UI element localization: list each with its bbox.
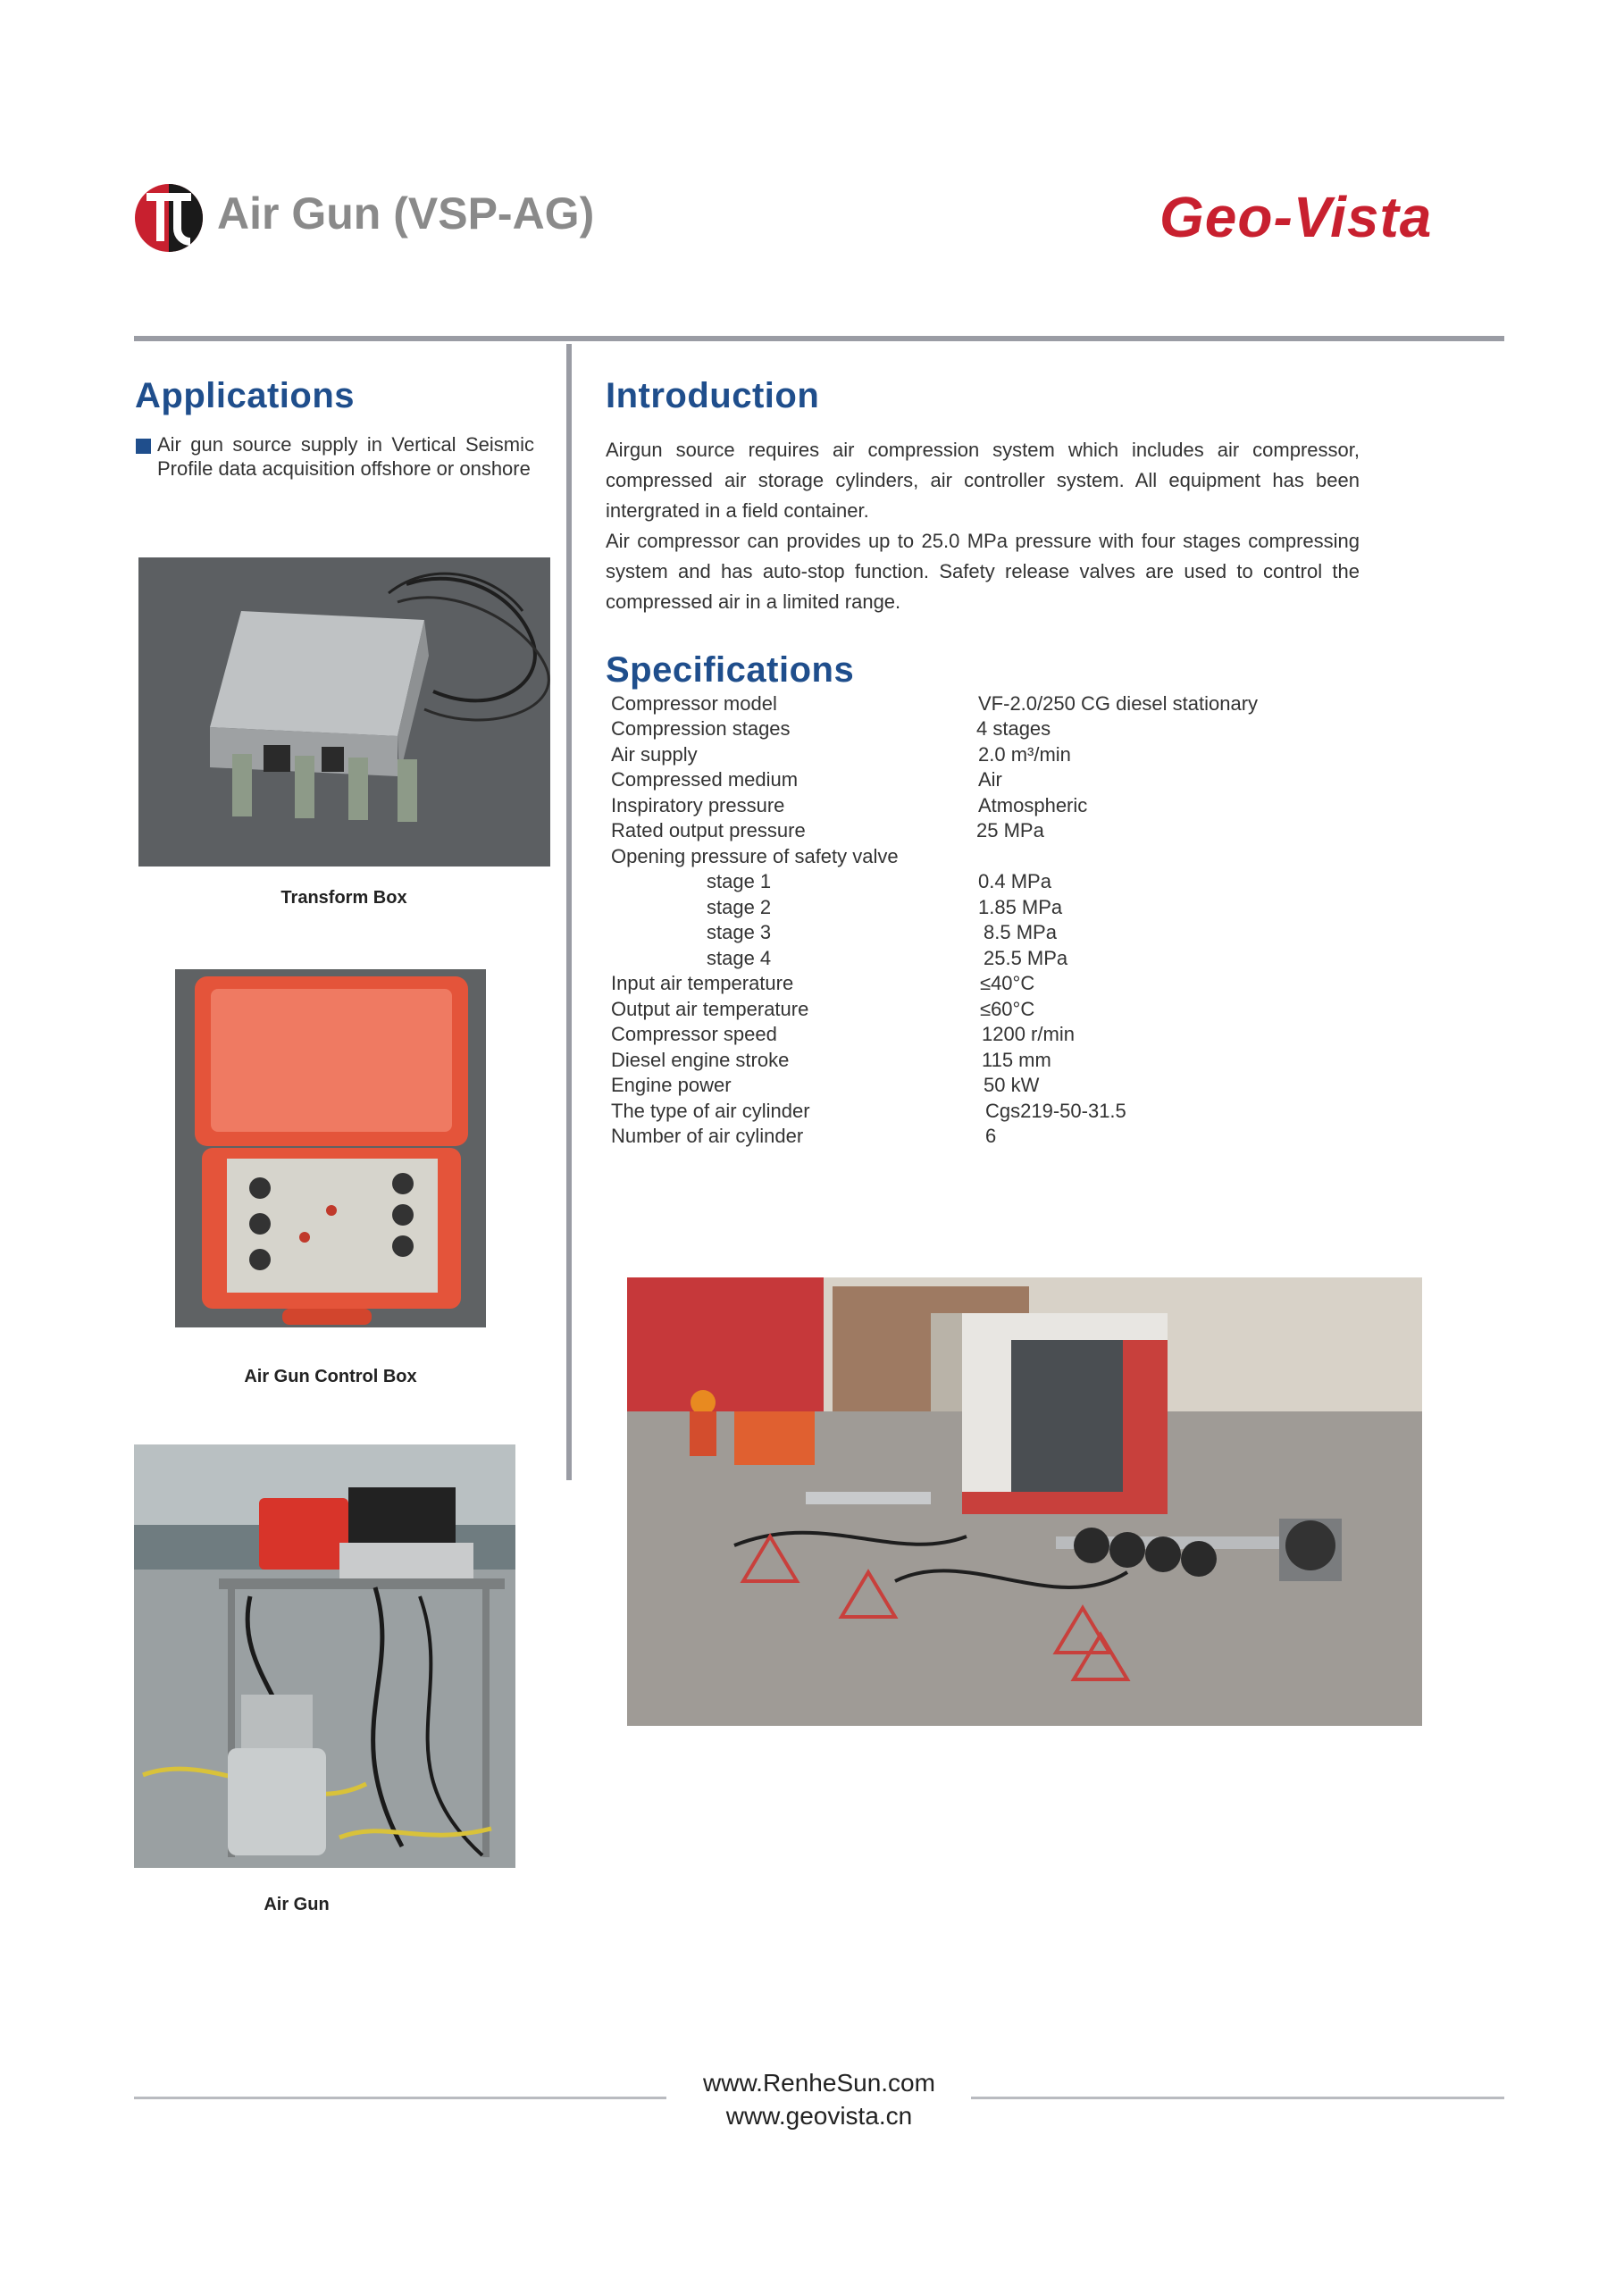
spec-label: stage 3 xyxy=(707,921,772,943)
introduction-paragraph: Air compressor can provides up to 25.0 MPa pressure with four stages compressing system and has auto-stop function. Safety release valves are used to control the compressed air in a limited range. xyxy=(606,530,1360,613)
spec-value: Cgs219-50-31.5 xyxy=(985,1100,1126,1122)
spec-label: Engine power xyxy=(611,1074,732,1096)
square-bullet-icon xyxy=(136,439,151,454)
brand-logo: Geo-Vista xyxy=(1159,185,1433,249)
introduction-text xyxy=(606,435,1360,617)
spec-value: 6 xyxy=(985,1125,997,1147)
spec-label: Air supply xyxy=(611,743,698,766)
footer-divider xyxy=(134,2097,666,2099)
spec-label: Compressed medium xyxy=(611,768,799,791)
spec-label: Rated output pressure xyxy=(611,819,806,841)
column-divider xyxy=(566,344,572,1480)
spec-label: Input air temperature xyxy=(611,972,794,994)
footer-website-link[interactable]: www.geovista.cn xyxy=(725,2102,913,2130)
spec-label: Opening pressure of safety valve xyxy=(611,845,899,867)
spec-value: ≤60°C xyxy=(980,998,1035,1020)
footer-divider xyxy=(971,2097,1504,2099)
control-box-photo xyxy=(175,969,486,1327)
spec-value: Atmospheric xyxy=(978,794,1088,816)
spec-value: 8.5 MPa xyxy=(984,921,1057,943)
spec-value: 4 stages xyxy=(976,717,1051,740)
spec-label: The type of air cylinder xyxy=(611,1100,810,1122)
spec-value: ≤40°C xyxy=(980,972,1035,994)
spec-value: 0.4 MPa xyxy=(978,870,1051,892)
spec-label: Inspiratory pressure xyxy=(611,794,785,816)
page-title: Air Gun (VSP-AG) xyxy=(217,188,595,239)
control-box-caption: Air Gun Control Box xyxy=(244,1367,417,1386)
container-photo xyxy=(627,1277,1422,1726)
spec-label: Compressor model xyxy=(611,692,777,715)
spec-label: stage 4 xyxy=(707,947,772,969)
spec-value: 25 MPa xyxy=(976,819,1044,841)
company-logo-icon xyxy=(134,179,204,254)
spec-label: Output air temperature xyxy=(611,998,809,1020)
applications-heading: Applications xyxy=(135,376,356,415)
footer-website-link[interactable]: www.RenheSun.com xyxy=(703,2069,935,2097)
spec-value: 50 kW xyxy=(984,1074,1040,1096)
spec-value: VF-2.0/250 CG diesel stationary xyxy=(978,692,1259,715)
spec-label: Compression stages xyxy=(611,717,791,740)
header-divider xyxy=(134,336,1504,341)
spec-value: 2.0 m³/min xyxy=(978,743,1071,766)
applications-item: Air gun source supply in Vertical Seismic Profile data acquisition offshore or onshore xyxy=(157,433,534,480)
spec-value: 1200 r/min xyxy=(982,1023,1075,1045)
air-gun-photo xyxy=(134,1444,515,1868)
spec-value: 115 mm xyxy=(982,1049,1051,1071)
spec-label: stage 1 xyxy=(707,870,772,892)
transform-box-caption: Transform Box xyxy=(280,888,407,908)
specifications-heading: Specifications xyxy=(606,650,855,690)
introduction-paragraph: Airgun source requires air compression system which includes air compressor, compressed air storage cylinders, air controller system. All equipment has been intergrated in a field container. xyxy=(606,439,1360,522)
air-gun-caption: Air Gun xyxy=(264,1895,330,1914)
introduction-heading: Introduction xyxy=(606,376,820,415)
spec-label: Compressor speed xyxy=(611,1023,777,1045)
spec-value: Air xyxy=(978,768,1002,791)
spec-label: Diesel engine stroke xyxy=(611,1049,790,1071)
spec-label: stage 2 xyxy=(707,896,772,918)
spec-value: 1.85 MPa xyxy=(978,896,1063,918)
spec-label: Number of air cylinder xyxy=(611,1125,804,1147)
spec-value: 25.5 MPa xyxy=(984,947,1068,969)
transform-box-photo xyxy=(138,557,550,867)
